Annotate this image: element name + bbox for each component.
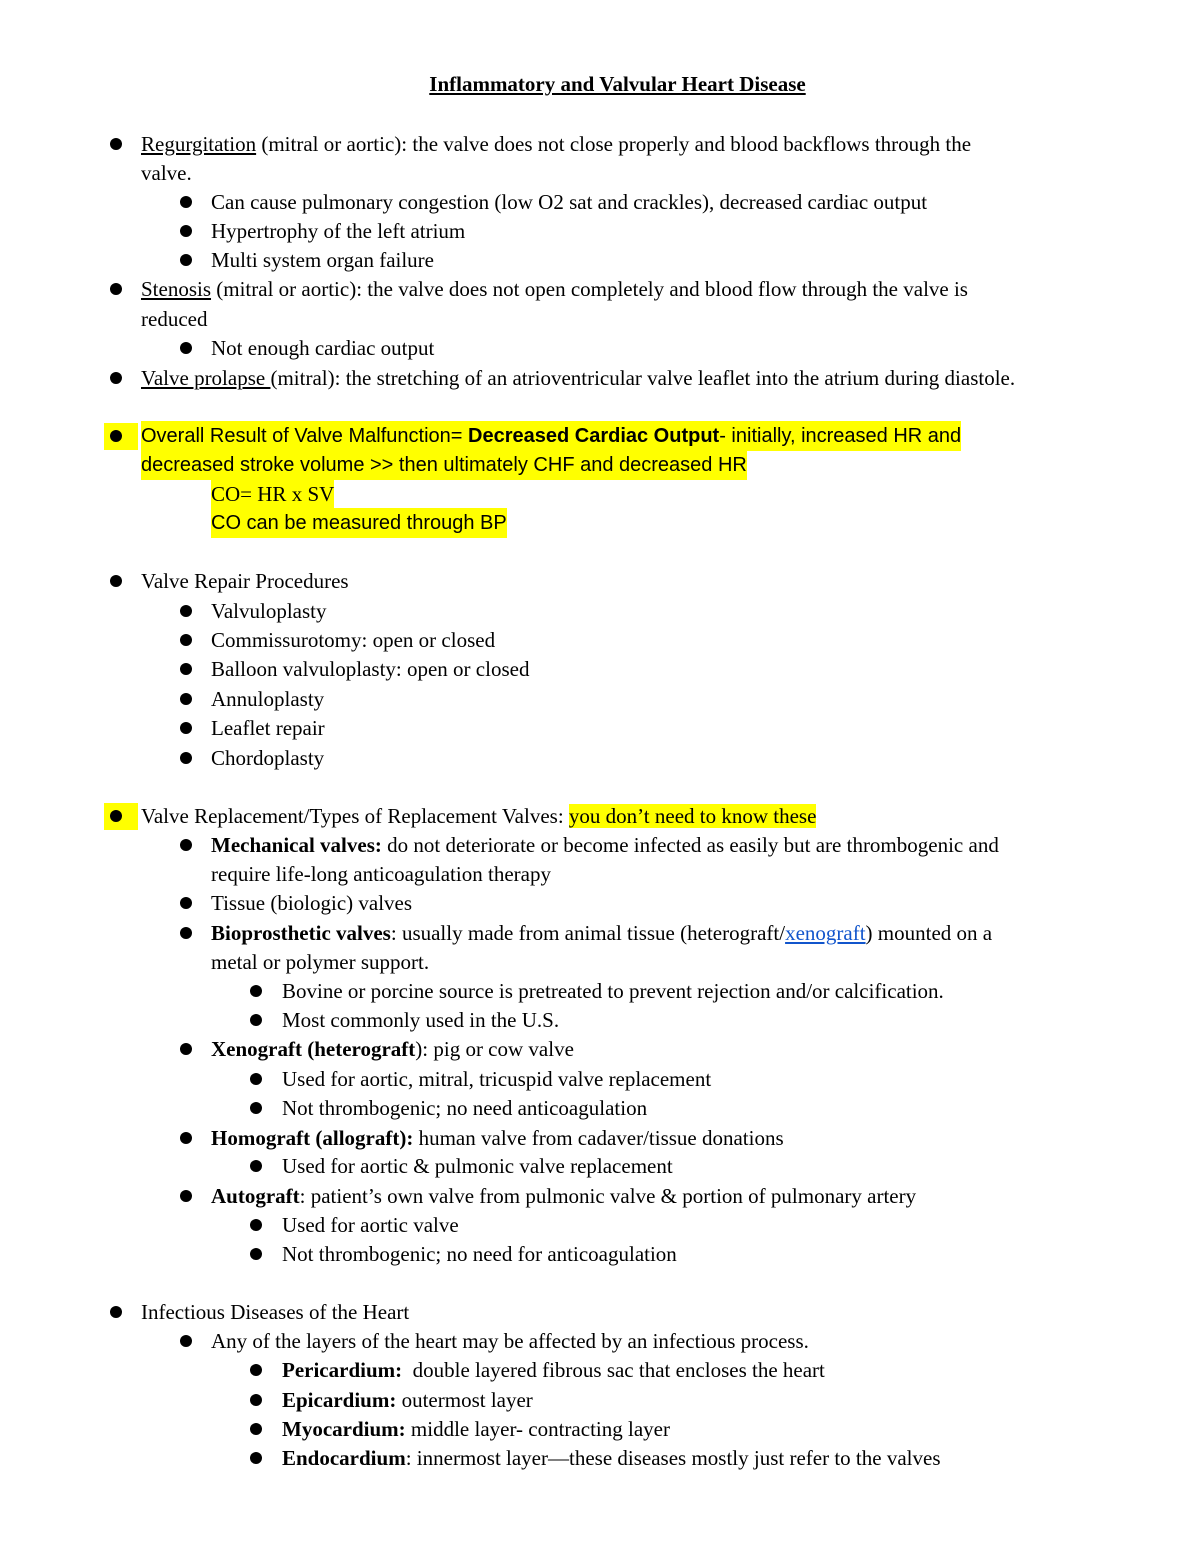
list-item bbox=[0, 625, 1200, 655]
bullet-icon bbox=[250, 1219, 262, 1231]
definition-text: outermost layer bbox=[396, 1388, 533, 1412]
list-item-text: Can cause pulmonary congestion (low O2 sat and crackles), decreased cardiac output bbox=[211, 190, 928, 214]
list-item-text: Annuloplasty bbox=[211, 687, 325, 711]
bullet-icon bbox=[110, 283, 122, 295]
definition-text: human valve from cadaver/tissue donations bbox=[413, 1126, 784, 1150]
term-autograft: Autograft bbox=[211, 1184, 300, 1208]
list-item-text: Valvuloplasty bbox=[211, 599, 327, 623]
term-pericardium: Pericardium: bbox=[282, 1358, 403, 1382]
formula-text: CO= HR x SV bbox=[211, 479, 334, 509]
list-item bbox=[0, 1443, 1200, 1473]
term-epicardium: Epicardium: bbox=[282, 1388, 397, 1412]
list-item bbox=[0, 1123, 1200, 1153]
list-item bbox=[0, 1093, 1200, 1123]
term-prolapse: Valve prolapse bbox=[141, 366, 271, 390]
bullet-icon bbox=[250, 1102, 262, 1114]
bullet-icon bbox=[180, 342, 192, 354]
term-myocardium: Myocardium: bbox=[282, 1417, 406, 1441]
definition-text: metal or polymer support. bbox=[211, 950, 430, 974]
list-item-text: Hypertrophy of the left atrium bbox=[211, 219, 466, 243]
definition-text: reduced bbox=[141, 307, 208, 331]
section-heading: Valve Replacement/Types of Replacement Valves: bbox=[141, 804, 569, 828]
list-item-continuation bbox=[0, 450, 1200, 480]
list-item-text: Leaflet repair bbox=[211, 716, 325, 740]
list-item bbox=[0, 1239, 1200, 1269]
list-item-text: Used for aortic & pulmonic valve replacement bbox=[282, 1154, 673, 1178]
definition-text: (mitral or aortic): the valve does not close properly and blood backflows through the bbox=[256, 132, 972, 156]
overall-text: decreased stroke volume >> then ultimately CHF and decreased HR bbox=[141, 450, 747, 480]
bullet-icon bbox=[110, 430, 122, 442]
list-item-text: Not thrombogenic; no need anticoagulation bbox=[282, 1096, 648, 1120]
bullet-icon bbox=[180, 839, 192, 851]
overall-text: Overall Result of Valve Malfunction= bbox=[141, 425, 469, 447]
list-item bbox=[0, 684, 1200, 714]
list-item-text: Not enough cardiac output bbox=[211, 336, 435, 360]
list-item-continuation bbox=[0, 947, 1200, 977]
list-item-text: Any of the layers of the heart may be affected by an infectious process. bbox=[211, 1329, 809, 1353]
list-item-continuation bbox=[0, 158, 1200, 188]
bullet-icon bbox=[180, 196, 192, 208]
bullet-icon bbox=[180, 1043, 192, 1055]
formula-text: CO can be measured through BP bbox=[211, 508, 507, 538]
definition-text: ) mounted on a bbox=[865, 921, 993, 945]
bullet-icon bbox=[250, 985, 262, 997]
highlighted-note: you don’t need to know these bbox=[568, 804, 817, 828]
definition-text: (mitral): the stretching of an atrioventricular valve leaflet into the atrium during diastole. bbox=[270, 366, 1016, 390]
list-item bbox=[0, 187, 1200, 217]
definition-text: : innermost layer—these diseases mostly just refer to the valves bbox=[405, 1446, 941, 1470]
bullet-icon bbox=[180, 1132, 192, 1144]
bullet-icon bbox=[110, 1306, 122, 1318]
list-item-text: Not thrombogenic; no need for anticoagulation bbox=[282, 1242, 677, 1266]
definition-text: (mitral or aortic): the valve does not open completely and blood flow through the valve is bbox=[211, 277, 968, 301]
definition-text: ): pig or cow valve bbox=[415, 1037, 574, 1061]
bullet-icon bbox=[180, 634, 192, 646]
definition-text: do not deteriorate or become infected as easily but are thrombogenic and bbox=[381, 833, 999, 857]
bullet-icon bbox=[180, 1190, 192, 1202]
list-item-continuation bbox=[0, 304, 1200, 334]
list-item bbox=[0, 216, 1200, 246]
list-item bbox=[0, 245, 1200, 275]
list-item bbox=[0, 1414, 1200, 1444]
bullet-icon bbox=[250, 1394, 262, 1406]
formula-line bbox=[0, 508, 1200, 538]
list-item-repair bbox=[0, 566, 1200, 596]
term-regurgitation: Regurgitation bbox=[141, 132, 257, 156]
term-mechanical: Mechanical valves: bbox=[211, 833, 382, 857]
formula-line bbox=[0, 479, 1200, 509]
list-item bbox=[0, 918, 1200, 948]
term-stenosis: Stenosis bbox=[141, 277, 212, 301]
list-item-replacement bbox=[0, 801, 1200, 831]
list-item bbox=[0, 976, 1200, 1006]
list-item-prolapse bbox=[0, 363, 1200, 393]
list-item bbox=[0, 1064, 1200, 1094]
section-heading: Valve Repair Procedures bbox=[141, 569, 349, 593]
bullet-icon bbox=[250, 1014, 262, 1026]
page-title: Inflammatory and Valvular Heart Disease bbox=[429, 72, 806, 96]
bullet-icon bbox=[180, 722, 192, 734]
bullet-icon bbox=[180, 693, 192, 705]
bullet-icon bbox=[250, 1364, 262, 1376]
bullet-icon bbox=[180, 225, 192, 237]
list-item-text: Tissue (biologic) valves bbox=[211, 891, 413, 915]
list-item bbox=[0, 1151, 1200, 1181]
bullet-icon bbox=[250, 1248, 262, 1260]
bullet-icon bbox=[110, 575, 122, 587]
list-item-text: Multi system organ failure bbox=[211, 248, 434, 272]
list-item bbox=[0, 1181, 1200, 1211]
definition-text: middle layer- contracting layer bbox=[405, 1417, 670, 1441]
bullet-icon bbox=[110, 810, 122, 822]
list-item-text: Chordoplasty bbox=[211, 746, 325, 770]
list-item-text: Used for aortic valve bbox=[282, 1213, 459, 1237]
term-bioprosthetic: Bioprosthetic valves bbox=[211, 921, 391, 945]
list-item bbox=[0, 888, 1200, 918]
list-item-infectious bbox=[0, 1297, 1200, 1327]
definition-text: : usually made from animal tissue (heterograft/ bbox=[390, 921, 786, 945]
bullet-icon bbox=[250, 1073, 262, 1085]
list-item bbox=[0, 1210, 1200, 1240]
term-xenograft: Xenograft (heterograft bbox=[211, 1037, 416, 1061]
bullet-icon bbox=[110, 138, 122, 150]
term-endocardium: Endocardium bbox=[282, 1446, 406, 1470]
list-item bbox=[0, 1355, 1200, 1385]
bullet-icon bbox=[180, 897, 192, 909]
bullet-icon bbox=[180, 663, 192, 675]
term-homograft: Homograft (allograft): bbox=[211, 1126, 414, 1150]
list-item-regurgitation bbox=[0, 129, 1200, 159]
list-item-overall-result bbox=[0, 421, 1200, 451]
bullet-icon bbox=[250, 1452, 262, 1464]
list-item bbox=[0, 743, 1200, 773]
xenograft-link[interactable]: xenograft bbox=[785, 921, 866, 945]
list-item-text: Balloon valvuloplasty: open or closed bbox=[211, 657, 530, 681]
list-item bbox=[0, 1034, 1200, 1064]
list-item-stenosis bbox=[0, 274, 1200, 304]
list-item bbox=[0, 654, 1200, 684]
definition-text: double layered fibrous sac that encloses the heart bbox=[402, 1358, 825, 1382]
list-item-text: Commissurotomy: open or closed bbox=[211, 628, 496, 652]
definition-text: require life-long anticoagulation therapy bbox=[211, 862, 551, 886]
overall-bold: Decreased Cardiac Output bbox=[468, 425, 720, 447]
list-item-continuation bbox=[0, 859, 1200, 889]
definition-text: valve. bbox=[141, 161, 192, 185]
list-item-text: Used for aortic, mitral, tricuspid valve replacement bbox=[282, 1067, 712, 1091]
definition-text: : patient’s own valve from pulmonic valve & portion of pulmonary artery bbox=[299, 1184, 917, 1208]
list-item bbox=[0, 333, 1200, 363]
list-item bbox=[0, 1385, 1200, 1415]
list-item bbox=[0, 596, 1200, 626]
bullet-icon bbox=[180, 752, 192, 764]
bullet-icon bbox=[110, 372, 122, 384]
list-item bbox=[0, 1005, 1200, 1035]
list-item-text: Most commonly used in the U.S. bbox=[282, 1008, 560, 1032]
section-heading: Infectious Diseases of the Heart bbox=[141, 1300, 410, 1324]
overall-text: - initially, increased HR and bbox=[719, 425, 962, 447]
bullet-icon bbox=[250, 1423, 262, 1435]
list-item bbox=[0, 713, 1200, 743]
list-item bbox=[0, 1326, 1200, 1356]
bullet-icon bbox=[180, 1335, 192, 1347]
list-item-text: Bovine or porcine source is pretreated to prevent rejection and/or calcification. bbox=[282, 979, 944, 1003]
list-item bbox=[0, 830, 1200, 860]
bullet-icon bbox=[250, 1160, 262, 1172]
bullet-icon bbox=[180, 254, 192, 266]
bullet-icon bbox=[180, 605, 192, 617]
bullet-icon bbox=[180, 927, 192, 939]
